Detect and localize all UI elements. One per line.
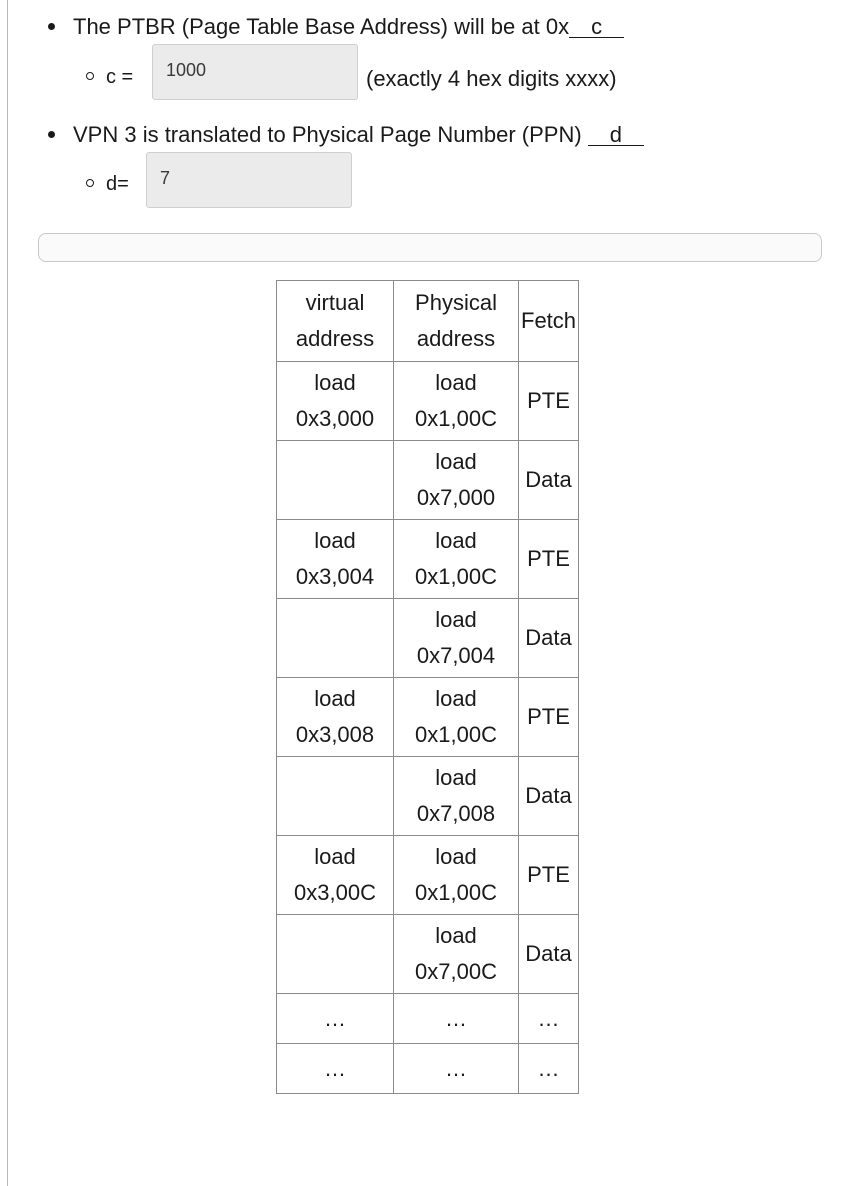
physical-op: load	[435, 370, 477, 395]
physical-op: load	[435, 528, 477, 553]
address-trace-table	[276, 280, 579, 1094]
table-row	[277, 520, 579, 599]
physical-op: load	[435, 686, 477, 711]
physical-address-cell	[394, 678, 519, 757]
fetch-cell: PTE	[519, 836, 579, 915]
bullet-circle	[86, 179, 94, 187]
table-row	[277, 441, 579, 520]
physical-addr: 0x7,00C	[415, 959, 497, 984]
fetch-cell: Data	[519, 757, 579, 836]
virtual-addr: 0x3,00C	[294, 880, 376, 905]
physical-addr: 0x1,00C	[415, 564, 497, 589]
physical-address-cell	[394, 441, 519, 520]
virtual-address-cell	[277, 757, 394, 836]
ptbr-answer-value: 1000	[166, 60, 207, 80]
physical-addr: 0x1,00C	[415, 722, 497, 747]
physical-addr: 0x7,008	[416, 801, 496, 826]
header-physical-line1: Physical	[415, 290, 497, 315]
ptbr-answer-row	[86, 66, 133, 89]
header-virtual-line2: address	[295, 326, 375, 351]
ptbr-question-text: The PTBR (Page Table Base Address) will be at 0x	[73, 14, 570, 39]
virtual-addr: 0x3,008	[295, 722, 375, 747]
table-body	[277, 362, 579, 1094]
table-row	[277, 757, 579, 836]
virtual-op: load	[314, 528, 356, 553]
virtual-address-cell	[277, 441, 394, 520]
ptbr-hint: (exactly 4 hex digits xxxx)	[366, 66, 617, 91]
vpn-answer-input[interactable]	[146, 152, 352, 208]
table-row	[277, 599, 579, 678]
virtual-address-cell: …	[277, 1044, 394, 1094]
fetch-cell: …	[519, 994, 579, 1044]
table-header-row	[277, 281, 579, 362]
physical-addr: 0x1,00C	[415, 880, 497, 905]
physical-op: load	[435, 844, 477, 869]
physical-address-cell	[394, 362, 519, 441]
physical-addr: 0x7,004	[416, 643, 496, 668]
physical-address-cell: …	[394, 1044, 519, 1094]
fetch-cell: PTE	[519, 362, 579, 441]
physical-address-cell	[394, 520, 519, 599]
table-row	[277, 915, 579, 994]
virtual-addr: 0x3,000	[295, 406, 375, 431]
virtual-address-cell: …	[277, 994, 394, 1044]
physical-op: load	[435, 923, 477, 948]
table-row	[277, 678, 579, 757]
ptbr-question	[48, 14, 624, 40]
physical-addr: 0x7,000	[416, 485, 496, 510]
header-fetch: Fetch	[519, 281, 579, 362]
page-left-border	[7, 0, 8, 1186]
table-row-ellipsis	[277, 1044, 579, 1094]
virtual-address-cell	[277, 836, 394, 915]
bullet-disc	[48, 131, 55, 138]
physical-op: load	[435, 449, 477, 474]
feedback-bar	[38, 233, 822, 262]
fetch-cell: Data	[519, 441, 579, 520]
vpn-answer-value: 7	[160, 168, 171, 188]
vpn-answer-label: d=	[106, 173, 129, 195]
virtual-address-cell	[277, 678, 394, 757]
ptbr-blank	[569, 14, 624, 39]
header-virtual-line1: virtual	[305, 290, 365, 315]
virtual-op: load	[314, 370, 356, 395]
vpn-blank	[588, 122, 644, 147]
table-row	[277, 362, 579, 441]
virtual-op: load	[314, 686, 356, 711]
physical-op: load	[435, 607, 477, 632]
fetch-cell: …	[519, 1044, 579, 1094]
virtual-address-cell	[277, 915, 394, 994]
physical-address-cell	[394, 915, 519, 994]
physical-address-cell	[394, 599, 519, 678]
bullet-circle	[86, 72, 94, 80]
ptbr-answer-input[interactable]	[152, 44, 358, 100]
ptbr-answer-label: c =	[106, 66, 134, 88]
header-virtual-address	[277, 281, 394, 362]
physical-address-cell	[394, 836, 519, 915]
vpn-blank-letter: d	[609, 122, 623, 147]
virtual-addr: 0x3,004	[295, 564, 375, 589]
header-physical-line2: address	[416, 326, 496, 351]
virtual-address-cell	[277, 599, 394, 678]
ptbr-blank-letter: c	[591, 14, 603, 39]
table-row	[277, 836, 579, 915]
fetch-cell: PTE	[519, 678, 579, 757]
header-physical-address	[394, 281, 519, 362]
fetch-cell: PTE	[519, 520, 579, 599]
virtual-op: load	[314, 844, 356, 869]
virtual-address-cell	[277, 520, 394, 599]
virtual-address-cell	[277, 362, 394, 441]
fetch-cell: Data	[519, 915, 579, 994]
bullet-disc	[48, 23, 55, 30]
physical-op: load	[435, 765, 477, 790]
table-row-ellipsis	[277, 994, 579, 1044]
fetch-cell: Data	[519, 599, 579, 678]
vpn-answer-row	[86, 173, 129, 196]
physical-address-cell: …	[394, 994, 519, 1044]
vpn-question-text: VPN 3 is translated to Physical Page Number (PPN)	[73, 122, 588, 147]
physical-address-cell	[394, 757, 519, 836]
physical-addr: 0x1,00C	[415, 406, 497, 431]
vpn-question	[48, 122, 644, 148]
